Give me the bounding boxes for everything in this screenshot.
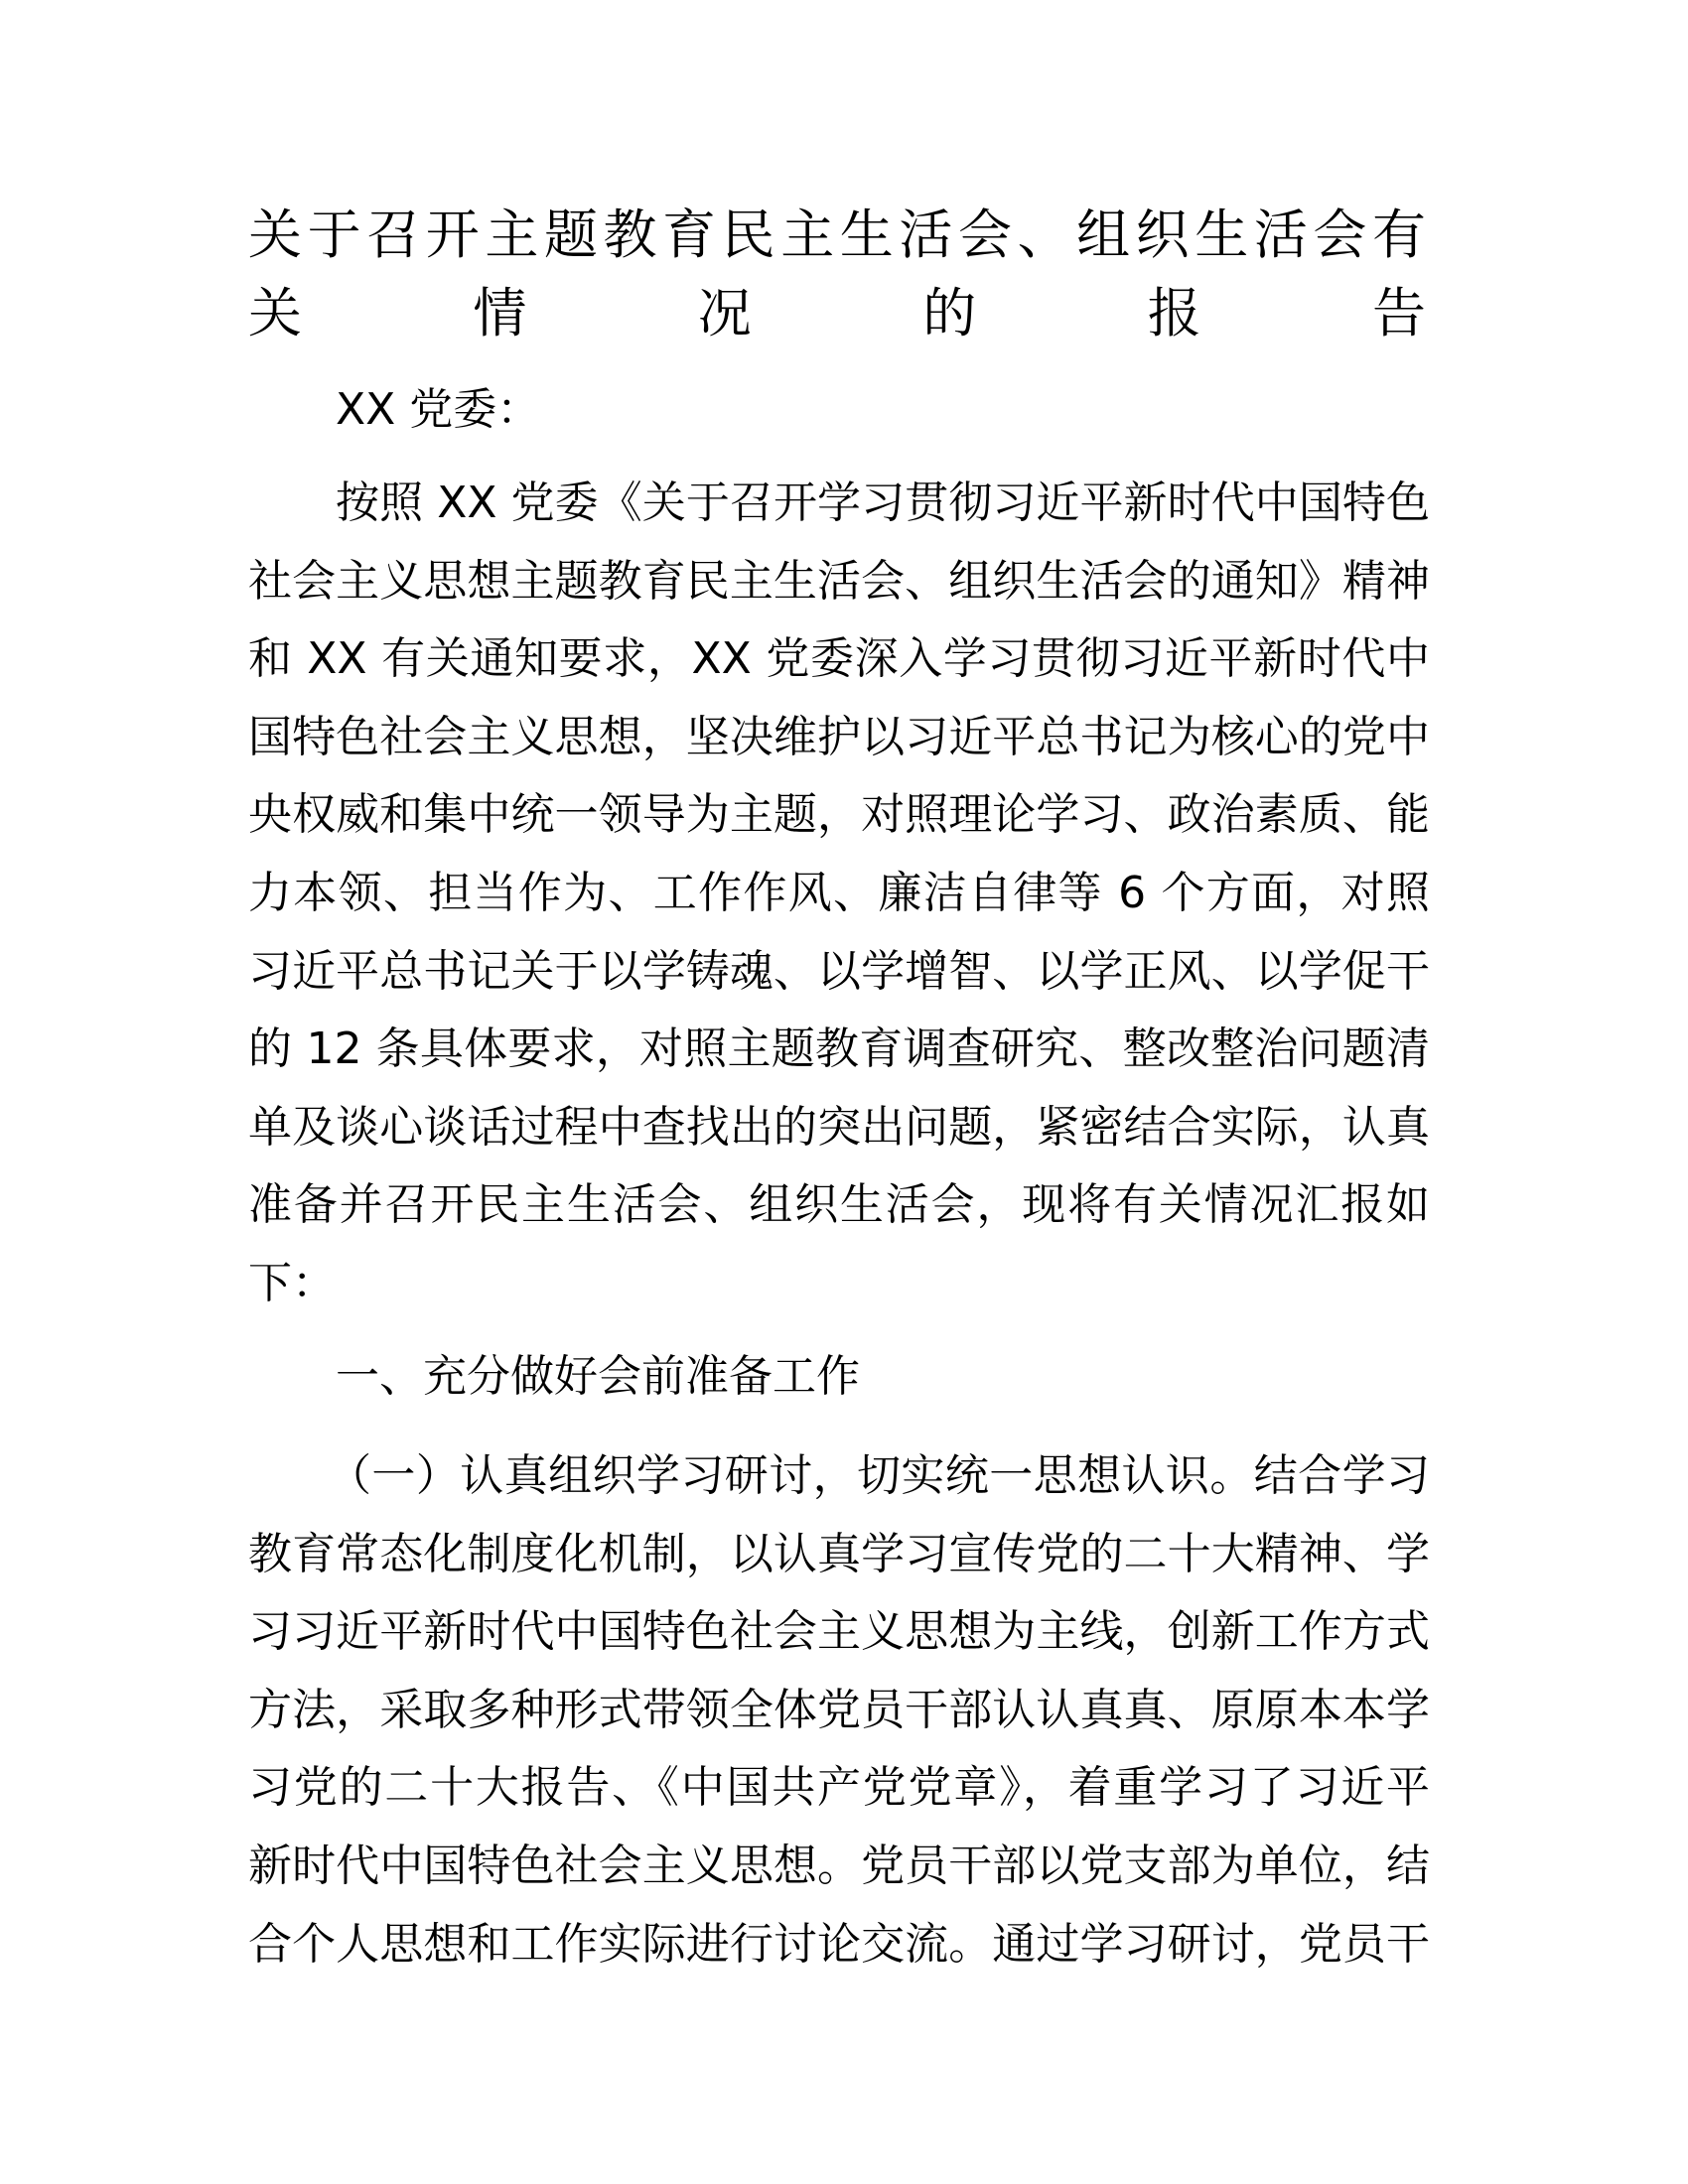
paragraph-line: 习近平总书记关于以学铸魂、以学增智、以学正风、以学促干 xyxy=(248,945,1430,997)
paragraph-line: 国特色社会主义思想，坚决维护以习近平总书记为核心的党中 xyxy=(248,711,1430,762)
paragraph-line: 按照 XX 党委《关于召开学习贯彻习近平新时代中国特色 xyxy=(336,478,1430,528)
paragraph-line: 力本领、担当作为、工作作风、廉洁自律等 6 个方面，对照 xyxy=(248,867,1430,918)
paragraph-intro xyxy=(248,465,1430,1323)
document-title xyxy=(248,197,1430,352)
paragraph-line: 教育常态化制度化机制，以认真学习宣传党的二十大精神、学 xyxy=(248,1528,1430,1579)
paragraph-line: 准备并召开民主生活会、组织生活会，现将有关情况汇报如 xyxy=(248,1179,1430,1231)
paragraph-line: 习党的二十大报告、《中国共产党党章》，着重学习了习近平 xyxy=(248,1762,1430,1814)
title-line-2: 关情况的报告 xyxy=(248,281,1430,344)
paragraph-line: （一）认真组织学习研讨，切实统一思想认识。结合学习 xyxy=(328,1450,1430,1501)
section-heading xyxy=(248,1338,1430,1417)
paragraph-line: 习习近平新时代中国特色社会主义思想为主线，创新工作方式 xyxy=(248,1606,1430,1658)
paragraph-subsection-1 xyxy=(248,1437,1430,1983)
salutation-text: XX 党委： xyxy=(336,384,541,435)
paragraph-line: 下： xyxy=(248,1257,336,1308)
section-heading-text: 一、充分做好会前准备工作 xyxy=(336,1351,860,1402)
paragraph-line: 的 12 条具体要求，对照主题教育调查研究、整改整治问题清 xyxy=(248,1024,1430,1075)
paragraph-line: 合个人思想和工作实际进行讨论交流。通过学习研讨，党员干 xyxy=(248,1918,1430,1970)
paragraph-line: 方法，采取多种形式带领全体党员干部认认真真、原原本本学 xyxy=(248,1684,1430,1735)
paragraph-line: 社会主义思想主题教育民主生活会、组织生活会的通知》精神 xyxy=(248,555,1430,607)
title-line-1: 关于召开主题教育民主生活会、组织生活会有 xyxy=(248,204,1430,266)
paragraph-line: 新时代中国特色社会主义思想。党员干部以党支部为单位，结 xyxy=(248,1840,1430,1891)
paragraph-line: 和 XX 有关通知要求，XX 党委深入学习贯彻习近平新时代中 xyxy=(248,633,1430,685)
salutation xyxy=(248,371,1430,450)
paragraph-line: 单及谈心谈话过程中查找出的突出问题，紧密结合实际，认真 xyxy=(248,1101,1430,1153)
paragraph-line: 央权威和集中统一领导为主题，对照理论学习、政治素质、能 xyxy=(248,789,1430,841)
